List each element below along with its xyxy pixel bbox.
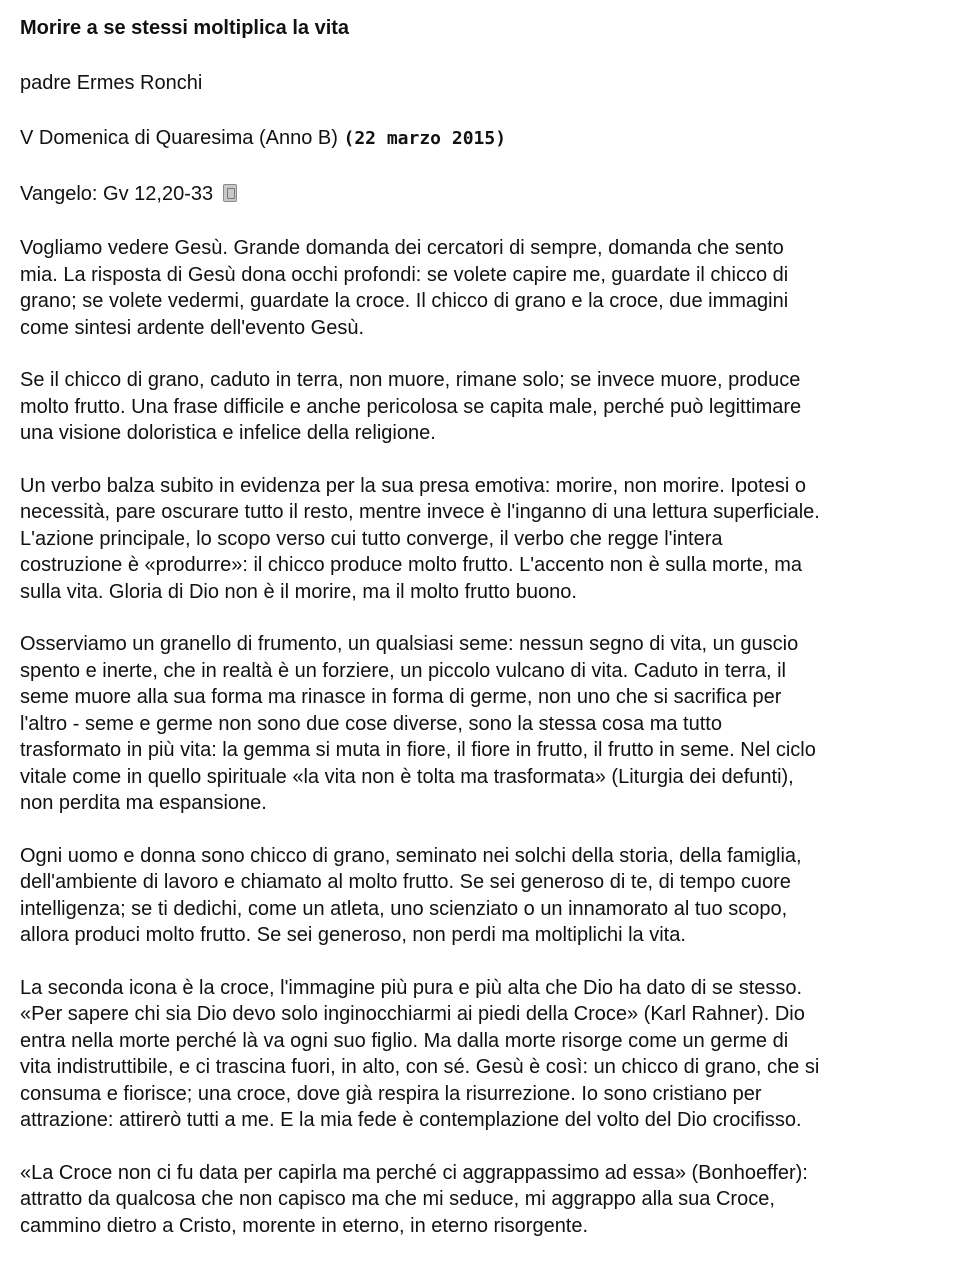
paragraph-line: cammino dietro a Cristo, morente in eterno, in eterno risorgente. xyxy=(20,1214,589,1237)
date-text: (22 marzo 2015) xyxy=(343,128,507,149)
paragraph xyxy=(20,1160,945,1240)
paragraph-line: «Per sapere chi sia Dio devo solo inginocchiarmi ai piedi della Croce» (Karl Rahner). Dio xyxy=(20,1003,805,1025)
paragraph-line: l'altro - seme e germe non sono due cose diverse, sono la stessa cosa ma tutto xyxy=(20,712,722,735)
gospel-line xyxy=(20,180,945,208)
paragraph-line: Vogliamo vedere Gesù. Grande domanda dei cercatori di sempre, domanda che sento xyxy=(20,237,784,259)
paragraph-line: entra nella morte perché là va ogni suo figlio. Ma dalla morte risorge come un germe di xyxy=(20,1029,789,1052)
paragraph xyxy=(20,235,945,341)
paragraph-line: Ogni uomo e donna sono chicco di grano, seminato nei solchi della storia, della famiglia, xyxy=(20,844,802,867)
paragraph-line: molto frutto. Una frase difficile e anche pericolosa se capita male, perché può legittimare xyxy=(20,395,802,418)
paragraph-line: L'azione principale, lo scopo verso cui tutto converge, il verbo che regge l'intera xyxy=(20,527,723,550)
paragraph-line: dell'ambiente di lavoro e chiamato al molto frutto. Se sei generoso di te, di tempo cuore xyxy=(20,871,791,893)
paragraph-line: grano; se volete vedermi, guardate la croce. Il chicco di grano e la croce, due immagini xyxy=(20,290,789,312)
paragraph-line: allora produci molto frutto. Se sei generoso, non perdi ma moltiplichi la vita. xyxy=(20,924,686,946)
paragraph-line: consuma e fiorisce; una croce, dove già respira la risurrezione. Io sono cristiano per xyxy=(20,1082,762,1105)
paragraph-line: attratto da qualcosa che non capisco ma che mi seduce, mi aggrappo alla sua Croce, xyxy=(20,1188,775,1210)
paragraph-line: «La Croce non ci fu data per capirla ma perché ci aggrappassimo ad essa» (Bonhoeffer): xyxy=(20,1161,808,1184)
paragraph-line: sulla vita. Gloria di Dio non è il morire, ma il molto frutto buono. xyxy=(20,580,577,603)
paragraph-line: mia. La risposta di Gesù dona occhi profondi: se volete capire me, guardate il chicco di xyxy=(20,263,789,286)
paragraph xyxy=(20,975,945,1134)
paragraph-line: non perdita ma espansione. xyxy=(20,792,267,814)
document-title: Morire a se stessi moltiplica la vita xyxy=(20,17,350,39)
paragraph xyxy=(20,631,945,817)
paragraph-line: attrazione: attirerò tutti a me. E la mia fede è contemplazione del volto del Dio crocifisso. xyxy=(20,1109,802,1131)
document-icon xyxy=(223,184,237,202)
paragraph-line: seme muore alla sua forma ma rinasce in forma di germe, non uno che si sacrifica per xyxy=(20,686,782,708)
document-page xyxy=(20,14,945,1265)
author-line: padre Ermes Ronchi xyxy=(20,72,203,94)
paragraph-line: trasformato in più vita: la gemma si muta in fiore, il fiore in frutto, il frutto in seme. Nel ciclo xyxy=(20,739,816,761)
paragraph-line: Osserviamo un granello di frumento, un qualsiasi seme: nessun segno di vita, un guscio xyxy=(20,633,799,655)
paragraph-line: una visione doloristica e infelice della religione. xyxy=(20,422,436,444)
paragraph-line: intelligenza; se ti dedichi, come un atleta, uno scienziato o un innamorato al tuo scopo, xyxy=(20,897,788,920)
paragraph xyxy=(20,367,945,447)
paragraph-line: come sintesi ardente dell'evento Gesù. xyxy=(20,316,365,339)
occasion-text: V Domenica di Quaresima (Anno B) xyxy=(20,127,338,149)
body-text xyxy=(20,235,945,1239)
paragraph-line: Un verbo balza subito in evidenza per la sua presa emotiva: morire, non morire. Ipotesi o xyxy=(20,474,806,497)
paragraph-line: spento e inerte, che in realtà è un forziere, un piccolo vulcano di vita. Caduto in terra, il xyxy=(20,659,786,682)
paragraph xyxy=(20,473,945,606)
paragraph-line: La seconda icona è la croce, l'immagine più pura e più alta che Dio ha dato di se stesso. xyxy=(20,976,803,999)
occasion-line xyxy=(20,124,945,153)
paragraph-line: costruzione è «produrre»: il chicco produce molto frutto. L'accento non è sulla morte, ma xyxy=(20,554,803,576)
paragraph-line: vitale come in quello spirituale «la vita non è tolta ma trasformata» (Liturgia dei defunti), xyxy=(20,765,794,788)
paragraph xyxy=(20,843,945,949)
gospel-reference: Vangelo: Gv 12,20-33 xyxy=(20,183,214,205)
paragraph-line: Se il chicco di grano, caduto in terra, non muore, rimane solo; se invece muore, produce xyxy=(20,369,801,391)
paragraph-line: necessità, pare oscurare tutto il resto, mentre invece è l'inganno di una lettura superficiale. xyxy=(20,501,820,523)
paragraph-line: vita indistruttibile, e ci trascina fuori, in alto, con sé. Gesù è così: un chicco di grano, che si xyxy=(20,1056,820,1078)
